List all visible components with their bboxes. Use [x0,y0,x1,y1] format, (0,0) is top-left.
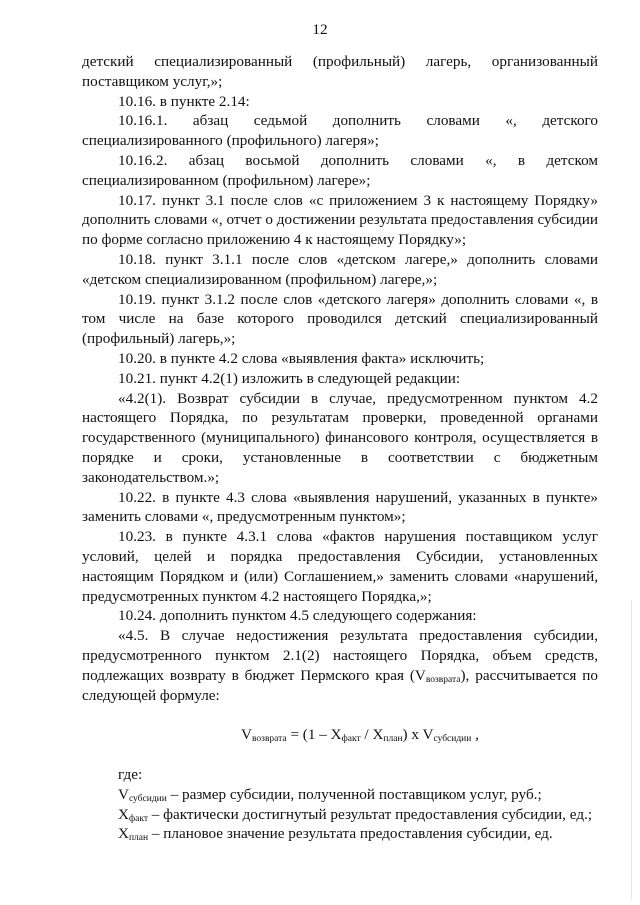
definition-x-fact [82,805,598,825]
paragraph-4-5-after: ), рассчитывается по следующей формуле: [82,666,599,704]
paragraph-10-18: 10.18. пункт 3.1.1 после слов «детском лагере,» дополнить словами «детском специализированном (профильном) лагере,»; [82,250,598,288]
document-body [82,52,598,844]
definition-subscript: факт [128,813,148,824]
formula-v-subscript: возврата [252,734,287,745]
paragraph-4-5-subscript: возврата [425,674,461,685]
scan-edge-line [631,600,632,900]
paragraph-10-22: 10.22. в пункте 4.3 слова «выявления нарушений, указанных в пункте» заменить словами «, предусмотренным пунктом»; [82,488,598,526]
paragraph-10-23: 10.23. в пункте 4.3.1 слова «фактов нарушения поставщиком услуг условий, целей и порядка предоставления Субсидии, установленных настоящим Порядком и (или) Соглашением,» заменить словами «нарушений, предусмотренных пунктом 4.2 настоящего Порядка,»; [82,528,598,605]
definition-text: – размер субсидии, полученной поставщиком услуг, руб.; [166,785,542,803]
definition-v-subsidy [82,785,598,805]
definition-x-plan [82,824,598,844]
where-label: где: [118,766,143,784]
paragraph-4-5 [82,626,598,705]
page-number: 12 [312,21,328,38]
paragraph-10-16-2: 10.16.2. абзац восьмой дополнить словами «, в детском специализированном (профильном) лагере»; [82,151,598,189]
definition-text: – фактически достигнутый результат предоставления субсидии, ед.; [147,805,593,823]
paragraph-10-24: 10.24. дополнить пунктом 4.5 следующего содержания: [118,607,477,625]
refund-formula [82,725,598,745]
paragraph-10-21: 10.21. пункт 4.2(1) изложить в следующей редакции: [118,369,461,387]
paragraph-10-20: 10.20. в пункте 4.2 слова «выявления факта» исключить; [118,349,485,367]
paragraph-10-17: 10.17. пункт 3.1 после слов «с приложением 3 к настоящему Порядку» дополнить словами «, отчет о достижении результата предоставления субсидии по форме согласно приложению 4 к настоящему Порядку»; [82,191,598,249]
formula-end: , [471,726,479,744]
definition-subscript: субсидии [128,793,167,804]
paragraph-10-16-1: 10.16.1. абзац седьмой дополнить словами «, детского специализированного (профильного) лагеря»; [82,112,598,150]
definition-symbol: X [118,825,129,843]
paragraph-4-2-1: «4.2(1). Возврат субсидии в случае, предусмотренном пунктом 4.2 настоящего Порядка, по результатам проверки, проведенной органами государственного (муниципального) финансового контроля, осуществляется в порядке и сроки, установленные в соответствии с бюджетным законодательством.»; [82,389,598,486]
formula-slash: / X [360,726,384,744]
definition-symbol: X [118,805,129,823]
formula-v: V [241,726,253,744]
formula-fact-subscript: факт [341,734,361,745]
paragraph-10-19: 10.19. пункт 3.1.2 после слов «детского лагеря» дополнить словами «, в том числе на базе которого проводился детский специализированный (профильный) лагерь,»; [82,290,598,348]
definition-text: – плановое значение результата предоставления субсидии, ед. [148,825,553,843]
formula-plan-subscript: план [383,734,403,745]
formula-eq: = (1 – X [286,726,342,744]
formula-subsidy-subscript: субсидии [433,734,472,745]
definition-symbol: V [118,785,129,803]
definition-subscript: план [128,833,149,844]
paragraph-continuation: детский специализированный (профильный) лагерь, организованный поставщиком услуг,»; [82,53,598,90]
formula-mid: ) x V [402,726,434,744]
paragraph-10-16: 10.16. в пункте 2.14: [118,92,250,110]
paragraph-4-5-before: «4.5. В случае недостижения результата предоставления субсидии, предусмотренного пунктом 2.1(2) настоящего Порядка, объем средств, подлежащих возврату в бюджет Пермского края (V [82,627,598,684]
